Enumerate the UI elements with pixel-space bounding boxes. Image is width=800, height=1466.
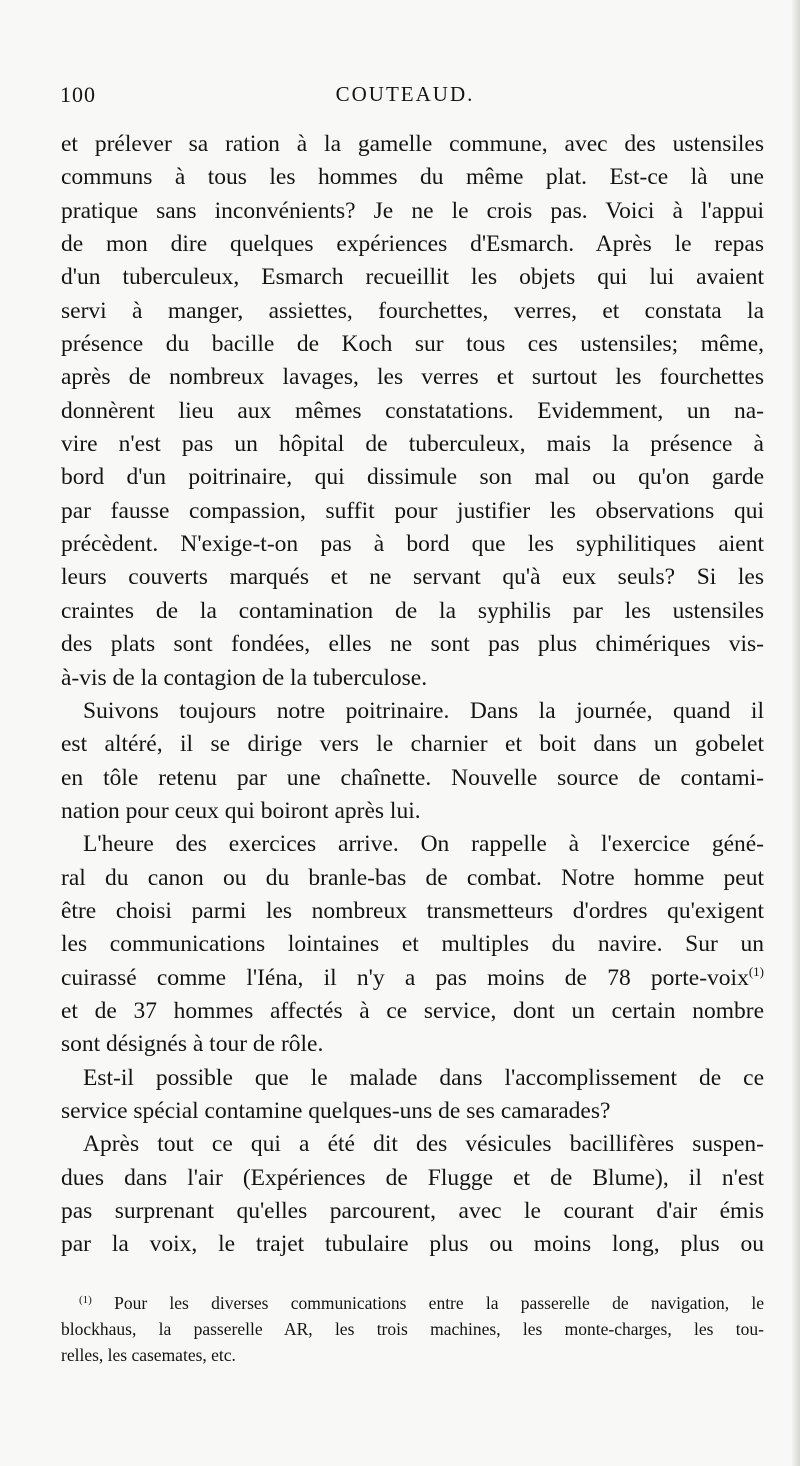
text-line: service spécial contamine quelques-uns de ses camarades? bbox=[61, 1097, 611, 1124]
text-line: des plats sont fondées, elles ne sont pas plus chimériques vis- bbox=[61, 631, 764, 658]
text-line: en tôle retenu par une chaînette. Nouvelle source de contami- bbox=[61, 764, 764, 791]
paragraph-start-line: Est-il possible que le malade dans l'accomplissement de ce bbox=[83, 1064, 764, 1091]
text-line: ral du canon ou du branle-bas de combat. Notre homme peut bbox=[61, 864, 764, 891]
page-edge-shadow bbox=[792, 0, 800, 1466]
text-line: donnèrent lieu aux mêmes constatations. Evidemment, un na- bbox=[61, 397, 764, 424]
text-line: après de nombreux lavages, les verres et surtout les fourchettes bbox=[61, 364, 764, 391]
text-line: présence du bacille de Koch sur tous ces ustensiles; même, bbox=[61, 331, 764, 358]
footnote-line bbox=[61, 1290, 764, 1316]
text-line: et de 37 hommes affectés à ce service, dont un certain nombre bbox=[61, 997, 764, 1024]
text-line: d'un tuberculeux, Esmarch recueillit les objets qui lui avaient bbox=[61, 264, 764, 291]
footnote-line: relles, les casemates, etc. bbox=[61, 1345, 236, 1365]
footnotes bbox=[61, 1290, 764, 1368]
text-line: leurs couverts marqués et ne servant qu'à eux seuls? Si les bbox=[61, 564, 764, 591]
text-line: cuirassé comme l'Iéna, il n'y a pas moins de 78 porte-voix bbox=[61, 964, 749, 991]
running-head bbox=[60, 82, 750, 116]
text-line: pas surprenant qu'elles parcourent, avec le courant d'air émis bbox=[61, 1198, 764, 1224]
text-line: par fausse compassion, suffit pour justifier les observations qui bbox=[61, 497, 764, 524]
text-line-with-note bbox=[61, 962, 764, 995]
footnote-line: blockhaus, la passerelle AR, les trois machines, les monte-charges, les tou- bbox=[61, 1319, 764, 1339]
paragraph-start-line: Après tout ce qui a été dit des vésicules bacillifères suspen- bbox=[83, 1131, 764, 1158]
text-line: les communications lointaines et multiples du navire. Sur un bbox=[61, 931, 764, 958]
body-text bbox=[61, 128, 764, 1262]
page-number: 100 bbox=[60, 82, 96, 107]
text-line: est altéré, il se dirige vers le charnier et boit dans un gobelet bbox=[61, 731, 764, 758]
text-line: communs à tous les hommes du même plat. Est-ce là une bbox=[61, 164, 764, 191]
text-line: de mon dire quelques expériences d'Esmarch. Après le repas bbox=[61, 231, 764, 258]
paragraph-start-line: Suivons toujours notre poitrinaire. Dans la journée, quand il bbox=[83, 697, 764, 724]
text-line: servi à manger, assiettes, fourchettes, verres, et constata la bbox=[61, 297, 764, 324]
text-line: craintes de la contamination de la syphilis par les ustensiles bbox=[61, 597, 764, 624]
footnote-mark: (1) bbox=[79, 1294, 92, 1306]
footnote-reference: (1) bbox=[748, 963, 764, 979]
paragraph-start-line: L'heure des exercices arrive. On rappelle à l'exercice géné- bbox=[83, 831, 764, 858]
text-line: vire n'est pas un hôpital de tuberculeux, mais la présence à bbox=[61, 431, 764, 458]
footnote-text: Pour les diverses communications entre la passerelle de navigation, le bbox=[114, 1293, 764, 1313]
text-line: nation pour ceux qui boiront après lui. bbox=[61, 797, 421, 824]
text-line: précèdent. N'exige-t-on pas à bord que les syphilitiques aient bbox=[61, 531, 764, 558]
text-line: bord d'un poitrinaire, qui dissimule son mal ou qu'on garde bbox=[61, 464, 764, 491]
text-line: sont désignés à tour de rôle. bbox=[61, 1031, 324, 1058]
text-line: par la voix, le trajet tubulaire plus ou moins long, plus ou bbox=[61, 1231, 764, 1258]
text-line: dues dans l'air (Expériences de Flugge et de Blume), il n'est bbox=[61, 1164, 764, 1191]
text-line: à-vis de la contagion de la tuberculose. bbox=[61, 664, 428, 691]
running-title: COUTEAUD. bbox=[335, 82, 475, 106]
text-line: et prélever sa ration à la gamelle commune, avec des ustensiles bbox=[61, 131, 764, 157]
text-line: être choisi parmi les nombreux transmetteurs d'ordres qu'exigent bbox=[61, 897, 764, 924]
text-line: pratique sans inconvénients? Je ne le crois pas. Voici à l'appui bbox=[61, 197, 764, 224]
